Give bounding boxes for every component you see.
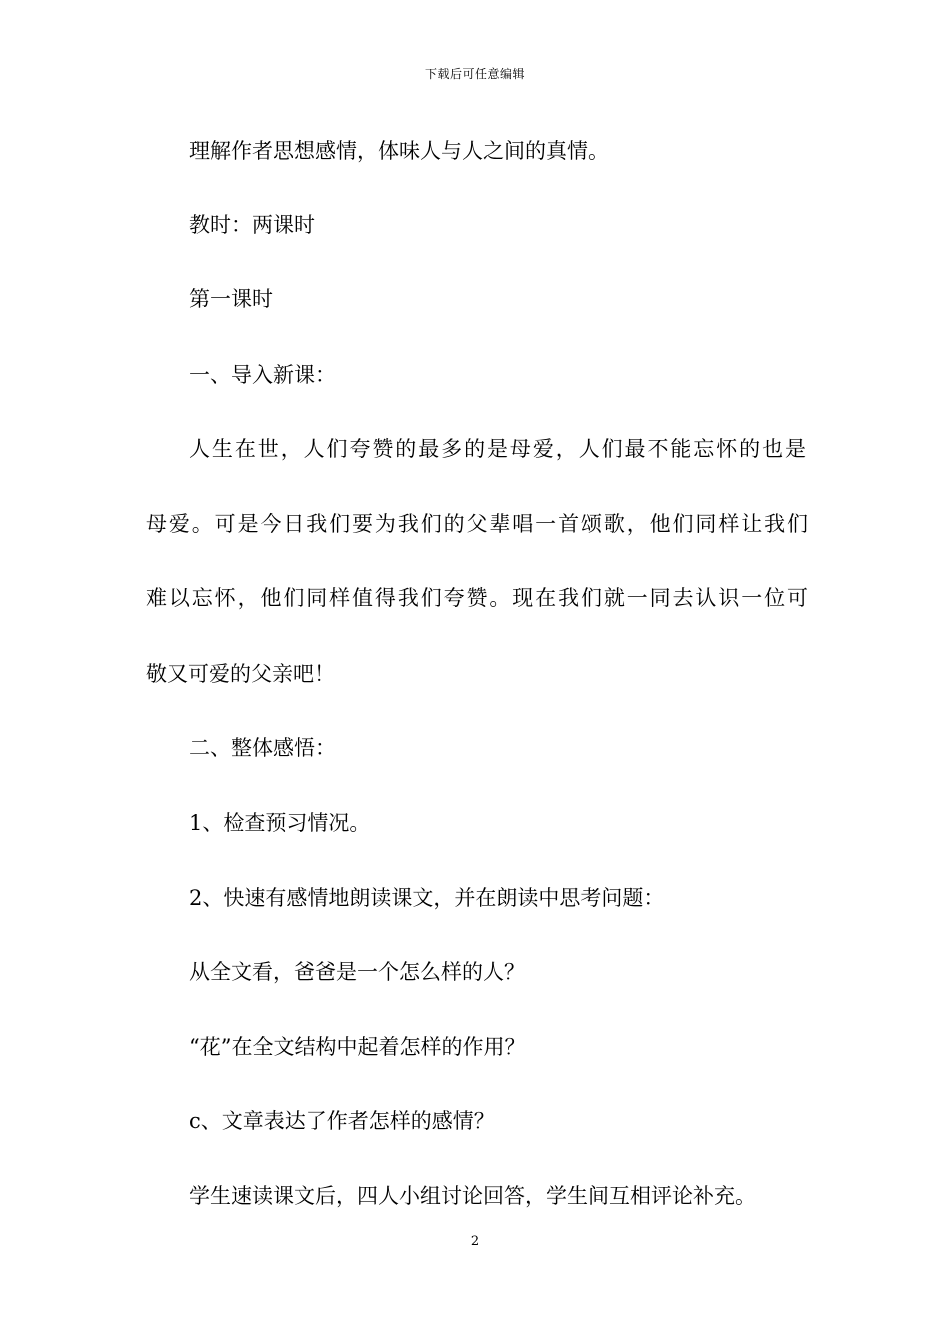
paragraph-line: 敬又可爱的父亲吧！	[146, 662, 335, 686]
paragraph-line: 难以忘怀，他们同样值得我们夸赞。现在我们就一同去认识一位可	[146, 586, 808, 610]
paragraph-line: 人生在世，人们夸赞的最多的是母爱，人们最不能忘怀的也是	[189, 437, 806, 461]
list-item: 1、检查预习情况。	[189, 811, 371, 835]
page-number: 2	[470, 1234, 480, 1249]
paragraph-line: 学生速读课文后，四人小组讨论回答，学生间互相评论补充。	[189, 1184, 756, 1208]
question-line: 从全文看，爸爸是一个怎么样的人？	[189, 960, 525, 984]
paragraph-line: 理解作者思想感情，体味人与人之间的真情。	[189, 139, 609, 163]
paragraph-line: 母爱。可是今日我们要为我们的父辈唱一首颂歌，他们同样让我们	[146, 512, 808, 536]
question-line: “花”在全文结构中起着怎样的作用？	[189, 1035, 526, 1059]
paragraph-line: 第一课时	[189, 287, 273, 311]
list-item: 2、快速有感情地朗读课文，并在朗读中思考问题：	[189, 886, 665, 910]
section-heading: 二、整体感悟：	[189, 736, 336, 760]
section-heading: 一、导入新课：	[189, 363, 336, 387]
page-header: 下载后可任意编辑	[424, 67, 525, 81]
paragraph-line: 教时：两课时	[189, 213, 315, 237]
question-line: c、文章表达了作者怎样的感情？	[189, 1109, 495, 1133]
